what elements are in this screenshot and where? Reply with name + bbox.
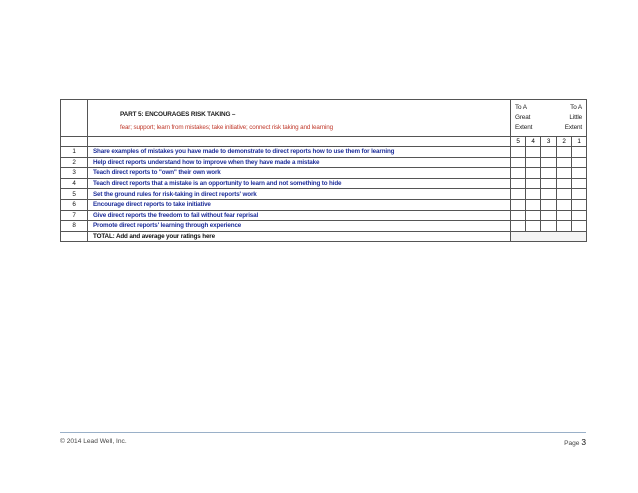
section-header <box>88 100 511 137</box>
rating-cell[interactable] <box>526 178 541 189</box>
rating-cell[interactable] <box>557 199 572 210</box>
extent-legend <box>511 100 587 137</box>
rating-cell[interactable] <box>541 168 557 179</box>
scale-3: 3 <box>541 137 557 147</box>
rating-cell[interactable] <box>511 147 526 158</box>
extent-great-line1: To A <box>515 104 527 112</box>
rating-cell[interactable] <box>526 210 541 221</box>
rating-cell[interactable] <box>526 189 541 200</box>
rating-cell[interactable] <box>557 189 572 200</box>
rating-cell[interactable] <box>557 210 572 221</box>
scale-4: 4 <box>526 137 541 147</box>
rating-cell[interactable] <box>511 157 526 168</box>
rating-cell[interactable] <box>526 221 541 232</box>
section-subtitle: fear; support; learn from mistakes; take initiative; connect risk taking and learning <box>120 124 333 131</box>
item-number: 6 <box>61 199 88 210</box>
header-row <box>61 100 587 137</box>
rating-cell[interactable] <box>526 157 541 168</box>
extent-little-line2: Little <box>569 114 582 122</box>
rating-cell[interactable] <box>511 210 526 221</box>
rating-cell[interactable] <box>541 157 557 168</box>
rating-cell[interactable] <box>541 147 557 158</box>
extent-little-line3: Extent <box>564 123 582 131</box>
scale-5: 5 <box>511 137 526 147</box>
scale-blank-cell <box>88 137 511 147</box>
item-number: 4 <box>61 178 88 189</box>
item-statement: Encourage direct reports to take initiative <box>88 199 511 210</box>
item-number: 1 <box>61 147 88 158</box>
rating-cell[interactable] <box>526 168 541 179</box>
rating-cell[interactable] <box>511 189 526 200</box>
footer-copyright: © 2014 Lead Well, Inc. <box>60 438 127 445</box>
rating-cell[interactable] <box>572 221 587 232</box>
item-number: 2 <box>61 157 88 168</box>
rating-cell[interactable] <box>526 199 541 210</box>
table-row <box>61 168 587 179</box>
rating-cell[interactable] <box>572 210 587 221</box>
rating-cell[interactable] <box>572 157 587 168</box>
footer-divider <box>60 432 586 433</box>
page-number: 3 <box>581 437 586 447</box>
total-value-cell[interactable] <box>511 231 587 242</box>
item-statement: Give direct reports the freedom to fail without fear reprisal <box>88 210 511 221</box>
item-number: 3 <box>61 168 88 179</box>
item-number: 7 <box>61 210 88 221</box>
rating-cell[interactable] <box>541 199 557 210</box>
item-statement: Teach direct reports that a mistake is an opportunity to learn and not something to hide <box>88 178 511 189</box>
table-row <box>61 189 587 200</box>
rating-cell[interactable] <box>541 221 557 232</box>
item-statement: Share examples of mistakes you have made to demonstrate to direct reports how to use them for learning <box>88 147 511 158</box>
rating-cell[interactable] <box>511 221 526 232</box>
rating-cell[interactable] <box>511 168 526 179</box>
rating-cell[interactable] <box>557 178 572 189</box>
total-label: TOTAL: Add and average your ratings here <box>88 231 511 242</box>
scale-2: 2 <box>557 137 572 147</box>
rating-cell[interactable] <box>557 168 572 179</box>
header-blank-cell <box>61 100 88 137</box>
total-blank-cell <box>61 231 88 242</box>
rating-cell[interactable] <box>511 199 526 210</box>
scale-blank-cell <box>61 137 88 147</box>
table-row <box>61 210 587 221</box>
rating-cell[interactable] <box>557 157 572 168</box>
footer-page <box>564 437 586 447</box>
rating-cell[interactable] <box>557 221 572 232</box>
rating-cell[interactable] <box>511 178 526 189</box>
rating-cell[interactable] <box>541 178 557 189</box>
extent-great-line3: Extent <box>515 123 533 131</box>
section-title: PART 5: ENCOURAGES RISK TAKING – <box>120 111 236 118</box>
item-statement: Promote direct reports' learning through experience <box>88 221 511 232</box>
item-statement: Teach direct reports to "own" their own work <box>88 168 511 179</box>
table-row <box>61 157 587 168</box>
table-row <box>61 147 587 158</box>
rating-cell[interactable] <box>572 178 587 189</box>
rating-cell[interactable] <box>541 210 557 221</box>
scale-1: 1 <box>572 137 587 147</box>
rating-cell[interactable] <box>572 189 587 200</box>
scale-row <box>61 137 587 147</box>
item-number: 5 <box>61 189 88 200</box>
table-row <box>61 221 587 232</box>
table-row <box>61 178 587 189</box>
item-statement: Set the ground rules for risk-taking in direct reports' work <box>88 189 511 200</box>
rating-cell[interactable] <box>572 147 587 158</box>
rating-cell[interactable] <box>557 147 572 158</box>
table-row <box>61 199 587 210</box>
item-number: 8 <box>61 221 88 232</box>
extent-great-line2: Great <box>515 114 531 122</box>
page-label: Page <box>564 440 580 447</box>
item-statement: Help direct reports understand how to improve when they have made a mistake <box>88 157 511 168</box>
rating-cell[interactable] <box>526 147 541 158</box>
ratings-table <box>60 99 587 242</box>
rating-cell[interactable] <box>572 168 587 179</box>
rating-cell[interactable] <box>572 199 587 210</box>
extent-little-line1: To A <box>570 104 582 112</box>
rating-cell[interactable] <box>541 189 557 200</box>
total-row <box>61 231 587 242</box>
